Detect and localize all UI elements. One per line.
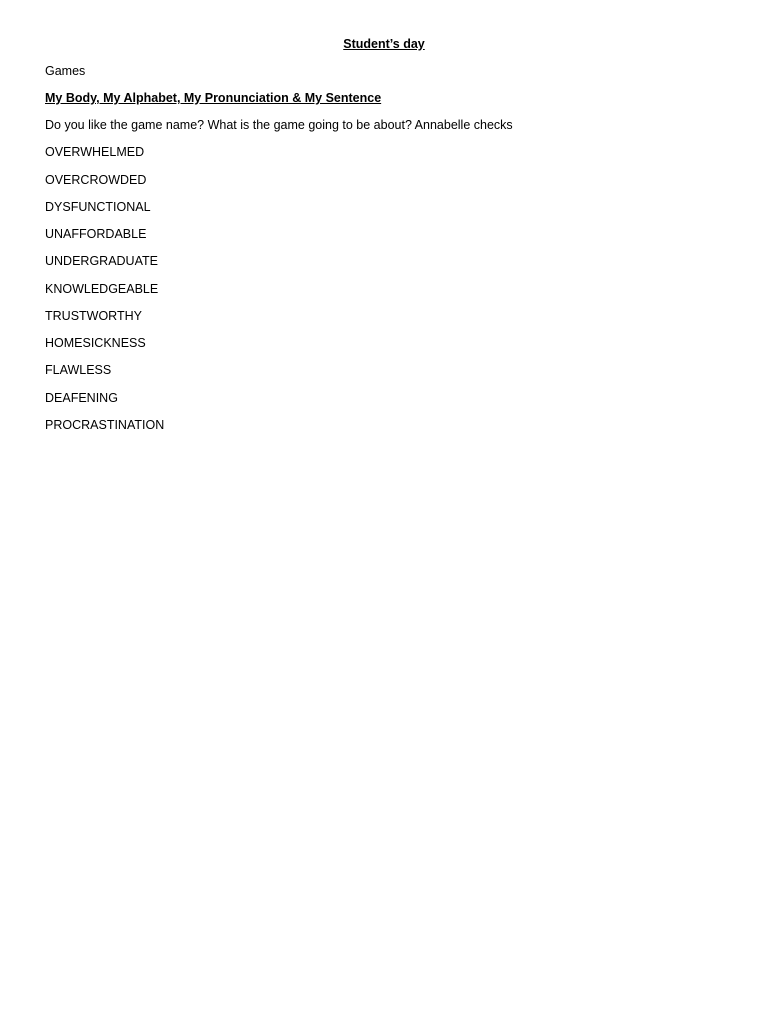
- word-item: FLAWLESS: [45, 363, 112, 377]
- word-item: KNOWLEDGEABLE: [45, 282, 159, 296]
- word-item: OVERWHELMED: [45, 145, 145, 159]
- word-item: UNDERGRADUATE: [45, 254, 158, 268]
- word-item: HOMESICKNESS: [45, 336, 146, 350]
- document-title: Student’s day: [343, 37, 425, 51]
- section-label: Games: [45, 64, 86, 78]
- word-item: DYSFUNCTIONAL: [45, 200, 151, 214]
- question-text: Do you like the game name? What is the game going to be about? Annabelle checks: [45, 118, 513, 132]
- word-item: TRUSTWORTHY: [45, 309, 142, 323]
- word-item: OVERCROWDED: [45, 173, 147, 187]
- word-item: DEAFENING: [45, 391, 118, 405]
- word-item: UNAFFORDABLE: [45, 227, 147, 241]
- game-title: My Body, My Alphabet, My Pronunciation & My Sentence: [45, 91, 382, 105]
- word-item: PROCRASTINATION: [45, 418, 165, 432]
